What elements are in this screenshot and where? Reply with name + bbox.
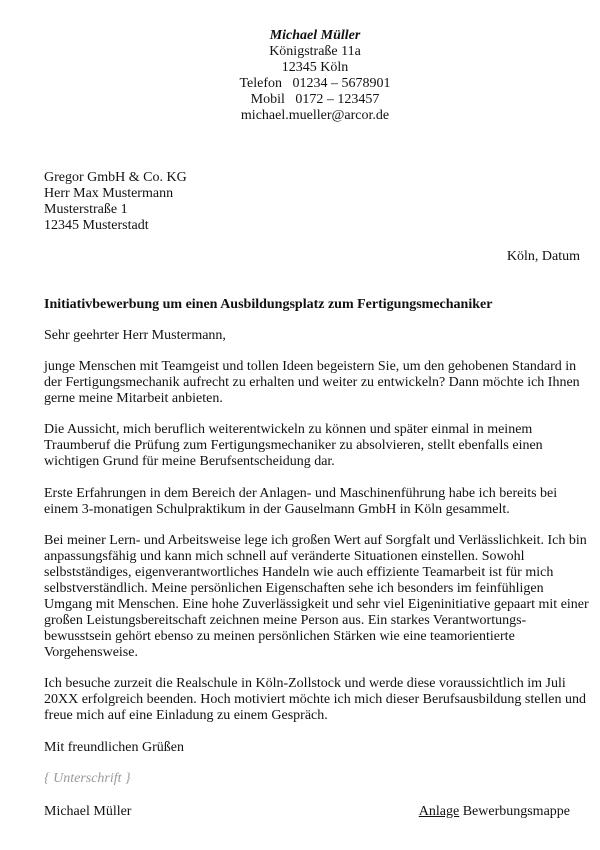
letter-date: Köln, Datum: [506, 249, 580, 264]
paragraph-line: Die Aussicht, mich beruflich weiterentwickeln zu können und später einmal in meinem: [44, 422, 533, 437]
recipient-company: Gregor GmbH & Co. KG: [44, 170, 187, 185]
letter-closing: Mit freundlichen Grüßen: [44, 740, 184, 755]
body-paragraph-3: [44, 486, 584, 518]
recipient-person: Herr Max Mustermann: [44, 186, 174, 201]
enclosure-text: Bewerbungsmappe: [459, 804, 570, 819]
paragraph-line: selbstständiges, eigenverantwortliches Handeln wie auch effiziente Teamarbeit ist für mich: [44, 565, 554, 580]
paragraph-line: Umgang mit Menschen. Eine hohe Zuverlässigkeit und sehr viel Eigeninitiative gepaart mit einer: [44, 597, 589, 612]
paragraph-line: gerne meine Mitarbeit anbieten.: [44, 391, 223, 406]
letter-subject: Initiativbewerbung um einen Ausbildungsplatz zum Fertigungsmechaniker: [44, 297, 493, 312]
recipient-street: Musterstraße 1: [44, 202, 128, 217]
paragraph-line: junge Menschen mit Teamgeist und tollen Ideen begeistern Sie, um den gehobenen Standard in: [44, 359, 577, 374]
sender-name: Michael Müller: [269, 28, 361, 43]
recipient-block: [44, 170, 187, 234]
sender-phone: Telefon 01234 – 5678901: [239, 76, 391, 91]
paragraph-line: Ich besuche zurzeit die Realschule in Köln-Zollstock und werde diese voraussichtlich im Juli: [44, 676, 566, 691]
enclosure-label: Anlage: [418, 804, 460, 819]
sender-block: [0, 28, 600, 124]
signature-placeholder: { Unterschrift }: [44, 771, 131, 786]
paragraph-line: einem 3-monatigen Schulpraktikum in der Gauselmann GmbH in Köln gesammelt.: [44, 502, 510, 517]
body-paragraph-4: [44, 533, 589, 661]
paragraph-line: anpassungsfähig und kann mich schnell auf veränderte Situationen einstellen. Sowohl: [44, 549, 525, 564]
paragraph-line: der Fertigungsmechanik aufrecht zu erhalten und weiter zu entwickeln? Dann möchte ich Ihnen: [44, 375, 580, 390]
body-paragraph-5: [44, 676, 584, 724]
sender-email: michael.mueller@arcor.de: [240, 108, 390, 123]
paragraph-line: 20XX erfolgreich beenden. Hoch motiviert möchte ich mich dieser Berufsausbildung stellen und: [44, 692, 586, 707]
paragraph-line: selbstverständlich. Meine persönlichen Eigenschaften sehe ich besonders im feinfühligen: [44, 581, 544, 596]
recipient-city: 12345 Musterstadt: [44, 218, 149, 233]
body-paragraph-2: [44, 422, 584, 470]
paragraph-line: Bei meiner Lern- und Arbeitsweise lege ich großen Wert auf Sorgfalt und Verlässlichkeit. Ich bin: [44, 533, 587, 548]
signer-name: Michael Müller: [44, 804, 132, 819]
body-paragraph-1: [44, 359, 584, 407]
paragraph-line: großen Leistungsbereitschaft zeichnen meine Person aus. Ein starkes Verantwortungs-: [44, 613, 527, 628]
sender-mobile: Mobil 0172 – 123457: [250, 92, 380, 107]
enclosure-note: [419, 804, 570, 820]
letter-salutation: Sehr geehrter Herr Mustermann,: [44, 328, 226, 343]
paragraph-line: Traumberuf die Prüfung zum Fertigungsmechaniker zu absolvieren, stellt ebenfalls einen: [44, 438, 543, 453]
sender-city: 12345 Köln: [281, 60, 349, 75]
paragraph-line: Erste Erfahrungen in dem Bereich der Anlagen- und Maschinenführung habe ich bereits bei: [44, 486, 558, 501]
paragraph-line: freue mich auf eine Einladung zu einem Gespräch.: [44, 708, 328, 723]
paragraph-line: Vorgehensweise.: [44, 645, 138, 660]
paragraph-line: wichtigen Grund für meine Berufsentscheidung dar.: [44, 454, 335, 469]
paragraph-line: bewusstsein gehört ebenso zu meinen persönlichen Stärken wie eine teamorientierte: [44, 629, 515, 644]
sender-street: Königstraße 11a: [269, 44, 361, 59]
